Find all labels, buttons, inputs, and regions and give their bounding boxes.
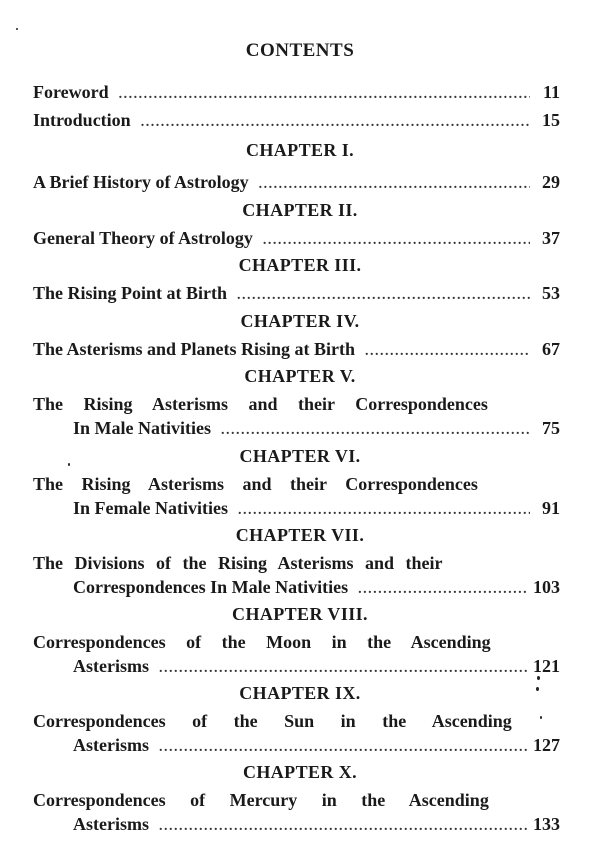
scan-speck — [68, 463, 70, 466]
toc-entry-chapter-7-line-2[interactable] — [73, 577, 560, 601]
toc-entry-chapter-9-line-2[interactable] — [73, 735, 560, 759]
chapter-heading: CHAPTER X. — [242, 762, 357, 782]
toc-entry-introduction[interactable] — [33, 110, 560, 134]
leader-dots — [263, 233, 530, 249]
leader-dots — [141, 115, 530, 131]
toc-entry-title: The Asterisms and Planets Rising at Birth — [33, 339, 356, 359]
toc-entry-title: General Theory of Astrology — [33, 228, 253, 248]
toc-entry-chapter-9-line-1[interactable] — [33, 711, 560, 735]
scan-speck — [16, 28, 18, 30]
toc-entry-title: Correspondences of the Moon in the Ascending — [33, 632, 491, 652]
leader-dots — [159, 661, 527, 677]
chapter-heading: CHAPTER V. — [244, 366, 356, 386]
toc-entry-page: 75 — [542, 418, 560, 438]
leader-dots — [119, 87, 530, 103]
toc-entry-page: 37 — [542, 228, 560, 248]
leader-dots — [238, 503, 530, 519]
toc-entry-title: The Divisions of the Rising Asterisms and their — [33, 553, 443, 573]
toc-entry-title: The Rising Point at Birth — [33, 283, 228, 303]
toc-entry-chapter-1[interactable] — [33, 172, 560, 196]
toc-entry-page: 29 — [542, 172, 560, 192]
leader-dots — [237, 288, 530, 304]
toc-entry-page: 53 — [542, 283, 560, 303]
toc-entry-chapter-6-line-2[interactable] — [73, 498, 560, 522]
toc-entry-page: 15 — [542, 110, 560, 130]
leader-dots — [159, 740, 527, 756]
chapter-heading: CHAPTER VII. — [235, 525, 365, 545]
toc-entry-page: 67 — [542, 339, 560, 359]
chapter-heading: CHAPTER VI. — [239, 446, 361, 466]
toc-entry-chapter-10-line-1[interactable] — [33, 790, 560, 814]
toc-entry-foreword[interactable] — [33, 82, 560, 106]
toc-entry-title: Introduction — [33, 110, 131, 130]
chapter-heading: CHAPTER I. — [245, 140, 354, 160]
toc-entry-title: Correspondences of Mercury in the Ascending — [33, 790, 489, 810]
scan-speck — [536, 687, 539, 691]
page-title: CONTENTS — [245, 40, 355, 61]
toc-entry-page: 133 — [533, 814, 560, 834]
leader-dots — [358, 582, 527, 598]
toc-entry-title: A Brief History of Astrology — [33, 172, 249, 192]
toc-entry-page: 11 — [542, 82, 560, 102]
toc-entry-title: Asterisms — [73, 735, 149, 755]
toc-entry-chapter-8-line-1[interactable] — [33, 632, 560, 656]
chapter-heading: CHAPTER IV. — [240, 311, 360, 331]
toc-entry-title: Foreword — [33, 82, 109, 102]
leader-dots — [259, 177, 530, 193]
toc-entry-chapter-5-line-2[interactable] — [73, 418, 560, 442]
toc-entry-title: Asterisms — [73, 656, 149, 676]
leader-dots — [365, 344, 530, 360]
toc-entry-chapter-4[interactable] — [33, 339, 560, 363]
chapter-heading: CHAPTER IX. — [239, 683, 361, 703]
chapter-heading: CHAPTER III. — [238, 255, 362, 275]
toc-entry-chapter-8-line-2[interactable] — [73, 656, 560, 680]
toc-entry-chapter-7-line-1[interactable] — [33, 553, 560, 577]
chapter-heading: CHAPTER VIII. — [232, 604, 368, 624]
chapter-heading: CHAPTER II. — [242, 200, 358, 220]
toc-entry-page: 91 — [542, 498, 560, 518]
leader-dots — [221, 423, 530, 439]
toc-entry-chapter-10-line-2[interactable] — [73, 814, 560, 838]
toc-entry-page: 127 — [533, 735, 560, 755]
scan-speck — [537, 676, 540, 680]
toc-entry-page: 103 — [533, 577, 560, 597]
leader-dots — [159, 819, 527, 835]
toc-entry-chapter-6-line-1[interactable] — [33, 474, 560, 498]
toc-entry-title: In Male Nativities — [73, 418, 211, 438]
scan-speck — [540, 716, 542, 719]
toc-entry-title: Correspondences of the Sun in the Ascending — [33, 711, 512, 731]
toc-entry-chapter-3[interactable] — [33, 283, 560, 307]
toc-entry-title: Asterisms — [73, 814, 149, 834]
toc-entry-title: The Rising Asterisms and their Correspondences — [33, 394, 488, 414]
toc-entry-page: 121 — [533, 656, 560, 676]
toc-entry-title: Correspondences In Male Nativities — [73, 577, 349, 597]
toc-entry-title: The Rising Asterisms and their Correspondences — [33, 474, 478, 494]
toc-entry-chapter-5-line-1[interactable] — [33, 394, 560, 418]
toc-entry-title: In Female Nativities — [73, 498, 228, 518]
toc-entry-chapter-2[interactable] — [33, 228, 560, 252]
